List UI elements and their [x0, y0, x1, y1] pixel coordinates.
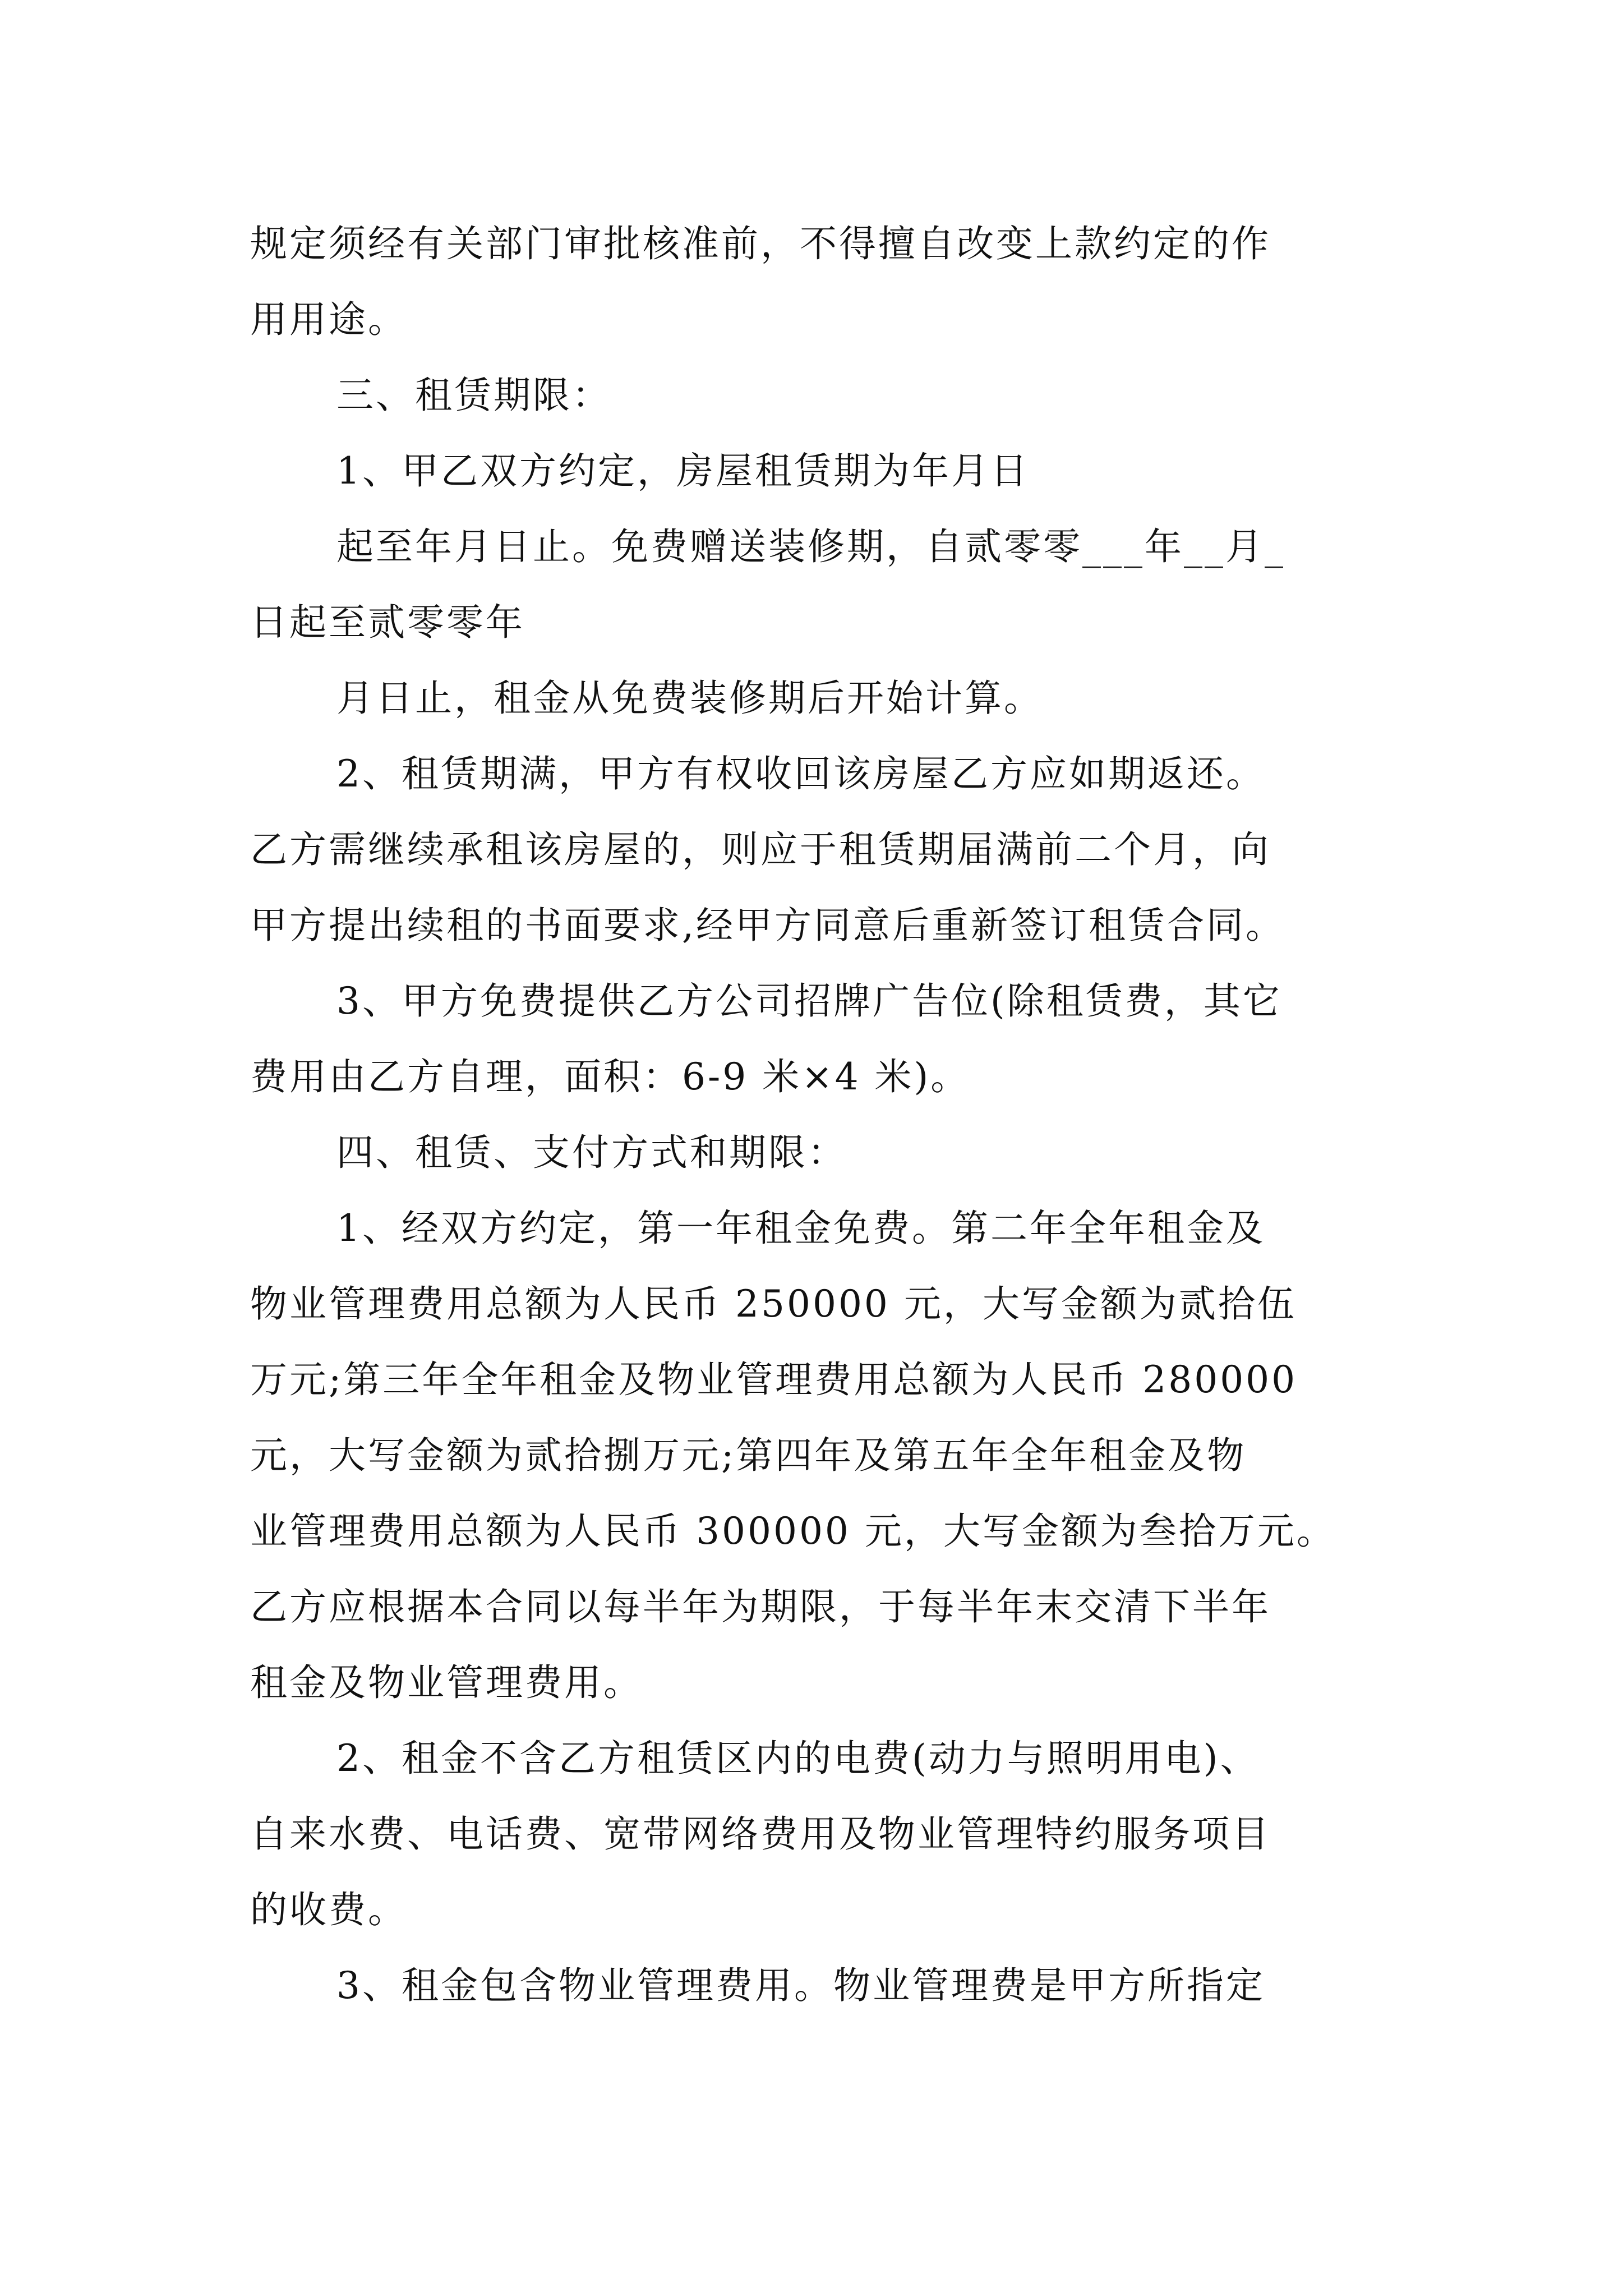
text-line: 元，大写金额为贰拾捌万元;第四年及第五年全年租金及物	[250, 1434, 1247, 1477]
text-line: 乙方需继续承租该房屋的，则应于租赁期届满前二个月，向	[250, 828, 1271, 871]
text-line: 费用由乙方自理，面积：6-9 米×4 米)。	[250, 1055, 970, 1098]
text-line: 3、租金包含物业管理费用。物业管理费是甲方所指定	[336, 1964, 1265, 2007]
text-line: 租金及物业管理费用。	[250, 1661, 643, 1704]
text-line: 1、经双方约定，第一年租金免费。第二年全年租金及	[336, 1207, 1265, 1250]
text-line: 的收费。	[250, 1888, 407, 1931]
text-line: 起至年月日止。免费赠送装修期，自贰零零___年__月_	[336, 525, 1285, 568]
text-line: 日起至贰零零年	[250, 601, 525, 644]
text-line: 乙方应根据本合同以每半年为期限，于每半年末交清下半年	[250, 1585, 1271, 1628]
text-line: 业管理费用总额为人民币 300000 元，大写金额为叁拾万元。	[250, 1510, 1336, 1553]
text-line: 自来水费、电话费、宽带网络费用及物业管理特约服务项目	[250, 1812, 1271, 1856]
text-line: 甲方提出续租的书面要求,经甲方同意后重新签订租赁合同。	[250, 904, 1285, 947]
text-line: 2、租金不含乙方租赁区内的电费(动力与照明用电)、	[336, 1737, 1260, 1780]
section-heading: 四、租赁、支付方式和期限：	[336, 1131, 847, 1174]
text-line: 万元;第三年全年租金及物业管理费用总额为人民币 280000	[250, 1358, 1298, 1401]
text-line: 月日止，租金从免费装修期后开始计算。	[336, 677, 1043, 720]
text-line: 2、租赁期满，甲方有权收回该房屋乙方应如期返还。	[336, 752, 1265, 795]
text-line: 物业管理费用总额为人民币 250000 元，大写金额为贰拾伍	[250, 1282, 1297, 1326]
section-heading: 三、租赁期限：	[336, 374, 611, 417]
text-line: 1、甲乙双方约定，房屋租赁期为年月日	[336, 449, 1030, 493]
text-line: 用用途。	[250, 298, 407, 341]
text-line: 规定须经有关部门审批核准前，不得擅自改变上款约定的作	[250, 222, 1271, 265]
text-line: 3、甲方免费提供乙方公司招牌广告位(除租赁费，其它	[336, 979, 1282, 1023]
